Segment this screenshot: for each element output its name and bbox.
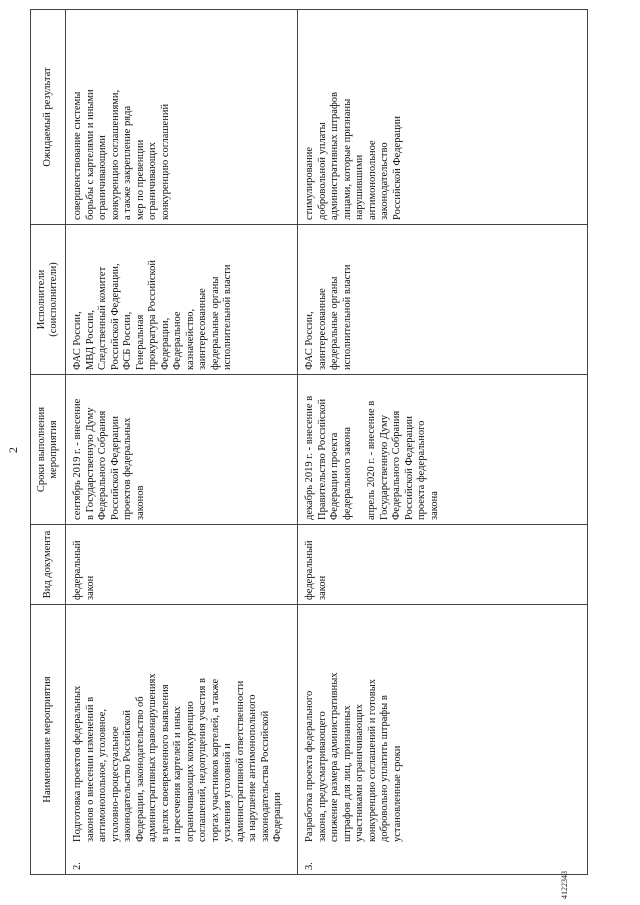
row-number: 3. <box>304 862 315 870</box>
row-name-cell <box>298 605 588 875</box>
doc-type-cell: федеральный закон <box>66 525 298 605</box>
measure-name: Подготовка проектов федеральных законов о внесении изменений в антимонопольное, уголовное, уголовно-процессуальное законодательство Российской Федерации, законодательство об административных правонарушениях в целях своевременного выявления и пресечения картелей и иных ограничивающих конкуренцию соглашений, недопущения участия в торгах участников картелей, а также усиления уголовной и административной ответственности за нарушение антимонопольного законодательства Российской Федерации <box>72 673 283 842</box>
deadline-text: декабрь 2019 г. - внесение в Правительство Российской Федерации проекта федерального закона <box>304 395 353 520</box>
executors-cell: ФАС России, МВД России, Следственный комитет Российской Федерации, ФСБ России, Генеральная прокуратура Российской Федерации, Федеральное казначейство, заинтересованные федеральные органы исполнительной власти <box>66 225 298 375</box>
deadline-cell <box>66 375 298 525</box>
deadline-text-2: апрель 2020 г. - внесение в Государственную Думу Федерального Собрания Российской Федерации проекта федерального закона <box>366 400 440 520</box>
header-executors: Исполнители (соисполнители) <box>31 225 66 375</box>
executors-cell: ФАС России, заинтересованные федеральные органы исполнительной власти <box>298 225 588 375</box>
header-result: Ожидаемый результат <box>31 10 66 225</box>
doc-type-cell: федеральный закон <box>298 525 588 605</box>
header-doc-type: Вид документа <box>31 525 66 605</box>
result-cell: стимулирование добровольной уплаты административных штрафов лицами, которые признаны нарушившими антимонопольное законодательство Российской Федерации <box>298 10 588 225</box>
measures-table <box>30 9 588 875</box>
table-row <box>66 10 298 875</box>
header-deadline: Сроки выполнения мероприятия <box>31 375 66 525</box>
deadline-text: сентябрь 2019 г. - внесение в Государственную Думу Федерального Собрания Российской Федерации проектов федеральных законов <box>72 398 146 520</box>
deadline-cell <box>298 375 588 525</box>
table-row <box>298 10 588 875</box>
result-cell: совершенствование системы борьбы с картелями и иными ограничивающими конкуренцию соглашениями, а также закрепление ряда мер по превенции ограничивающих конкуренцию соглашений <box>66 10 298 225</box>
table-header-row <box>31 10 66 875</box>
row-name-cell <box>66 605 298 875</box>
page-number: 2 <box>6 447 20 453</box>
row-number: 2. <box>72 862 83 870</box>
measure-name: Разработка проекта федерального закона, предусматривающего снижение размера административных штрафов для лиц, признанных участниками ограничивающих конкуренцию соглашений и готовых добровольно уплатить штрафы в установленные сроки <box>304 672 403 842</box>
header-name: Наименование мероприятия <box>31 605 66 875</box>
document-code: 4122343 <box>560 871 569 899</box>
